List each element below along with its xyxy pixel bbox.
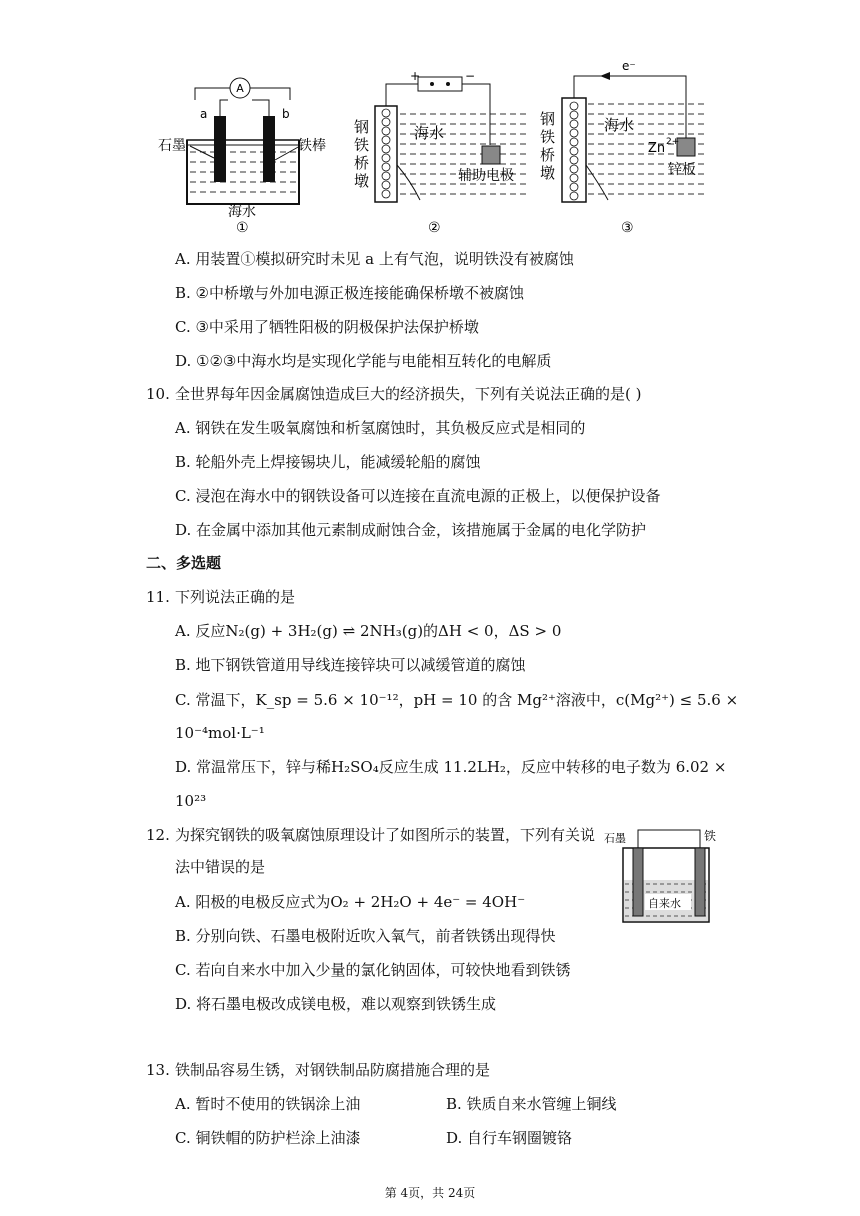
pier-label-2-3: 桥 bbox=[354, 154, 370, 172]
label-zn: Zn bbox=[648, 141, 666, 156]
q9-option-a: A. 用装置①模拟研究时未见 a 上有气泡，说明铁没有被腐蚀 bbox=[175, 250, 574, 268]
q12-stem-line2: 法中错误的是 bbox=[175, 858, 266, 876]
q9-option-c: C. ③中采用了牺牲阳极的阴极保护法保护桥墩 bbox=[175, 318, 479, 336]
q9-option-d: D. ①②③中海水均是实现化学能与电能相互转化的电解质 bbox=[175, 352, 552, 370]
label-seawater-3: 海水 bbox=[604, 116, 635, 134]
q13-option-a: A. 暂时不使用的铁锅涂上油 bbox=[175, 1095, 361, 1113]
q9-option-b: B. ②中桥墩与外加电源正极连接能确保桥墩不被腐蚀 bbox=[175, 284, 525, 302]
q12-option-c: C. 若向自来水中加入少量的氯化钠固体，可较快地看到铁锈 bbox=[175, 961, 571, 979]
page-footer: 第 4页，共 24页 bbox=[384, 1186, 476, 1200]
pier-label-3-2: 铁 bbox=[540, 128, 556, 146]
q13-option-b: B. 铁质自来水管缠上铜线 bbox=[446, 1095, 617, 1113]
q11-option-d-line2: 10²³ bbox=[175, 792, 207, 810]
q11-option-a bbox=[175, 621, 561, 641]
q13-stem: 铁制品容易生锈，对钢铁制品防腐措施合理的是 bbox=[175, 1061, 491, 1079]
label-a: a bbox=[200, 107, 208, 121]
label-graphite: 石墨 bbox=[158, 138, 186, 154]
q11-option-a-formula: N₂(g) + 3H₂(g) ⇌ 2NH₃(g)的ΔH < 0，ΔS > 0 bbox=[225, 622, 562, 640]
q11-option-d-line1: D. 常温常压下，锌与稀H₂SO₄反应生成 11.2LH₂，反应中转移的电子数为 6.02 × bbox=[175, 758, 727, 776]
pier-label-2-4: 墩 bbox=[354, 172, 370, 190]
label-b: b bbox=[282, 107, 290, 121]
q11-number: 11. bbox=[146, 588, 170, 606]
pier-label-3-3: 桥 bbox=[540, 146, 556, 164]
label-zinc-plate: 锌板 bbox=[668, 162, 696, 178]
figure-3 bbox=[540, 59, 708, 236]
q12-stem-line1: 为探究钢铁的吸氧腐蚀原理设计了如图所示的装置，下列有关说 bbox=[175, 826, 596, 844]
q12-option-d: D. 将石墨电极改成镁电极，难以观察到铁锈生成 bbox=[175, 995, 497, 1013]
label-electron: e⁻ bbox=[622, 59, 636, 73]
figure-electrochem-devices bbox=[0, 0, 860, 240]
q12-label-tap-water: 自来水 bbox=[648, 897, 681, 910]
q11-option-c-line1: C. 常温下，K_sp = 5.6 × 10⁻¹²，pH = 10 的含 Mg²⁺溶液中，c(Mg²⁺) ≤ 5.6 × bbox=[175, 691, 739, 709]
q11-option-a-prefix: A. 反应 bbox=[175, 622, 226, 640]
label-iron-rod: 铁棒 bbox=[298, 138, 326, 154]
pier-label-3-4: 墩 bbox=[540, 164, 556, 182]
plus-sign: + bbox=[410, 69, 421, 83]
label-seawater-1: 海水 bbox=[228, 204, 256, 220]
figure-2 bbox=[354, 69, 530, 236]
q12-option-a: A. 阳极的电极反应式为O₂ + 2H₂O + 4e⁻ = 4OH⁻ bbox=[175, 893, 526, 911]
q10-option-b: B. 轮船外壳上焊接锡块儿，能减缓轮船的腐蚀 bbox=[175, 453, 481, 471]
pier-label-2-2: 铁 bbox=[354, 136, 370, 154]
q10-option-d: D. 在金属中添加其他元素制成耐蚀合金，该措施属于金属的电化学防护 bbox=[175, 521, 647, 539]
minus-sign: − bbox=[465, 69, 476, 83]
q12-number: 12. bbox=[146, 826, 170, 844]
q11-option-b: B. 地下钢铁管道用导线连接锌块可以减缓管道的腐蚀 bbox=[175, 656, 526, 674]
q10-option-a: A. 钢铁在发生吸氧腐蚀和析氢腐蚀时，其负极反应式是相同的 bbox=[175, 419, 586, 437]
section-heading: 二、多选题 bbox=[146, 554, 222, 572]
q11-stem: 下列说法正确的是 bbox=[175, 588, 296, 606]
q13-number: 13. bbox=[146, 1061, 170, 1079]
q12-label-iron: 铁 bbox=[704, 829, 717, 843]
pier-label-3-1: 钢 bbox=[540, 110, 556, 128]
label-zn-charge: 2+ bbox=[666, 137, 680, 147]
q10-stem: 全世界每年因金属腐蚀造成巨大的经济损失，下列有关说法正确的是( ) bbox=[175, 385, 642, 403]
figure-1-number: ① bbox=[236, 220, 249, 236]
q10-number: 10. bbox=[146, 385, 170, 403]
q13-option-c: C. 铜铁帽的防护栏涂上油漆 bbox=[175, 1129, 361, 1147]
figure-q12-apparatus bbox=[600, 818, 730, 928]
pier-label-2-1: 钢 bbox=[354, 118, 370, 136]
ammeter-label: A bbox=[236, 82, 244, 95]
q12-option-b: B. 分别向铁、石墨电极附近吹入氧气，前者铁锈出现得快 bbox=[175, 927, 556, 945]
q11-option-c-line2: 10⁻⁴mol·L⁻¹ bbox=[175, 724, 265, 742]
label-aux-electrode: 辅助电极 bbox=[458, 168, 514, 184]
q12-label-graphite: 石墨 bbox=[604, 832, 626, 845]
label-seawater-2: 海水 bbox=[414, 124, 445, 142]
q10-option-c: C. 浸泡在海水中的钢铁设备可以连接在直流电源的正极上，以便保护设备 bbox=[175, 487, 661, 505]
figure-3-number: ③ bbox=[621, 220, 634, 236]
figure-2-number: ② bbox=[428, 220, 441, 236]
q13-option-d: D. 自行车钢圈镀铬 bbox=[446, 1129, 573, 1147]
figure-1 bbox=[158, 78, 326, 236]
